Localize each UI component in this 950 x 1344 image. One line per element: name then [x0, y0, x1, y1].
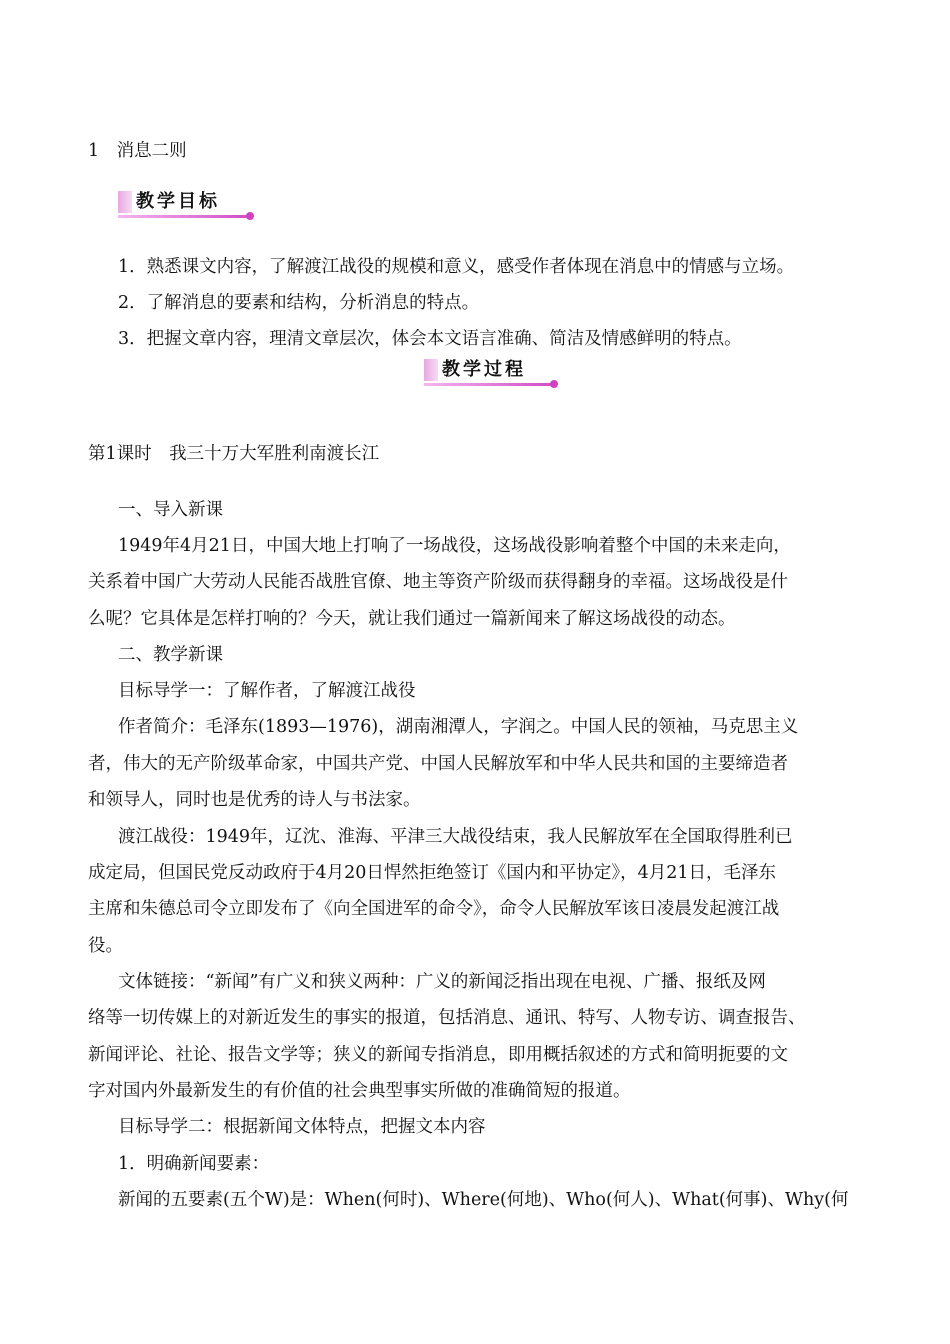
goals-banner	[118, 191, 258, 221]
goals-banner-text: 教学目标	[136, 191, 220, 212]
lesson-title: 第1课时 我三十万大军胜利南渡长江	[88, 444, 380, 464]
banner-underline	[118, 215, 248, 218]
paragraph-line: 目标导学二：根据新闻文体特点，把握文本内容	[118, 1117, 486, 1137]
paragraph-line: 关系着中国广大劳动人民能否战胜官僚、地主等资产阶级而获得翻身的幸福。这场战役是什	[88, 572, 788, 592]
paragraph-line: 一、导入新课	[118, 500, 223, 520]
paragraph-line: 络等一切传媒上的对新近发生的事实的报道，包括消息、通讯、特写、人物专访、调查报告、	[88, 1008, 806, 1028]
paragraph-line: 主席和朱德总司令立即发布了《向全国进军的命令》，命令人民解放军该日凌晨发起渡江战	[88, 899, 780, 919]
paragraph-line: 1．明确新闻要素：	[118, 1154, 270, 1174]
paragraph-line: 和领导人，同时也是优秀的诗人与书法家。	[88, 790, 421, 810]
banner-accent	[424, 359, 438, 381]
paragraph-line: 目标导学一：了解作者，了解渡江战役	[118, 681, 416, 701]
process-banner	[424, 359, 564, 389]
paragraph-line: 新闻评论、社论、报告文学等；狭义的新闻专指消息，即用概括叙述的方式和简明扼要的文	[88, 1045, 788, 1065]
paragraph-line: 作者简介：毛泽东(1893—1976)，湖南湘潭人，字润之。中国人民的领袖，马克思主义	[118, 717, 799, 737]
paragraph-line: 渡江战役：1949年，辽沈、淮海、平津三大战役结束，我人民解放军在全国取得胜利已	[118, 827, 793, 847]
paragraph-line: 二、教学新课	[118, 645, 223, 665]
paragraph-line: 1949年4月21日，中国大地上打响了一场战役，这场战役影响着整个中国的未来走向，	[118, 536, 791, 556]
paragraph-line: 么呢？它具体是怎样打响的？今天，就让我们通过一篇新闻来了解这场战役的动态。	[88, 609, 736, 629]
banner-dot	[246, 212, 254, 220]
banner-dot	[550, 380, 558, 388]
banner-underline	[424, 383, 552, 386]
paragraph-line: 者，伟大的无产阶级革命家，中国共产党、中国人民解放军和中华人民共和国的主要缔造者	[88, 754, 788, 774]
goal-item: 3．把握文章内容，理清文章层次，体会本文语言准确、简洁及情感鲜明的特点。	[118, 329, 742, 349]
paragraph-line: 字对国内外最新发生的有价值的社会典型事实所做的准确简短的报道。	[88, 1081, 631, 1101]
process-banner-text: 教学过程	[442, 359, 526, 380]
paragraph-line: 文体链接：“新闻”有广义和狭义两种：广义的新闻泛指出现在电视、广播、报纸及网	[118, 972, 766, 992]
paragraph-line: 役。	[88, 936, 123, 956]
paragraph-line: 新闻的五要素(五个W)是：When(何时)、Where(何地)、Who(何人)、What(何事)、Why(何	[118, 1190, 849, 1210]
goal-item: 2．了解消息的要素和结构，分析消息的特点。	[118, 293, 480, 313]
paragraph-line: 成定局，但国民党反动政府于4月20日悍然拒绝签订《国内和平协定》，4月21日，毛泽东	[88, 863, 777, 883]
section-title: 1 消息二则	[88, 141, 187, 161]
goal-item: 1．熟悉课文内容，了解渡江战役的规模和意义，感受作者体现在消息中的情感与立场。	[118, 257, 795, 277]
banner-accent	[118, 191, 132, 213]
